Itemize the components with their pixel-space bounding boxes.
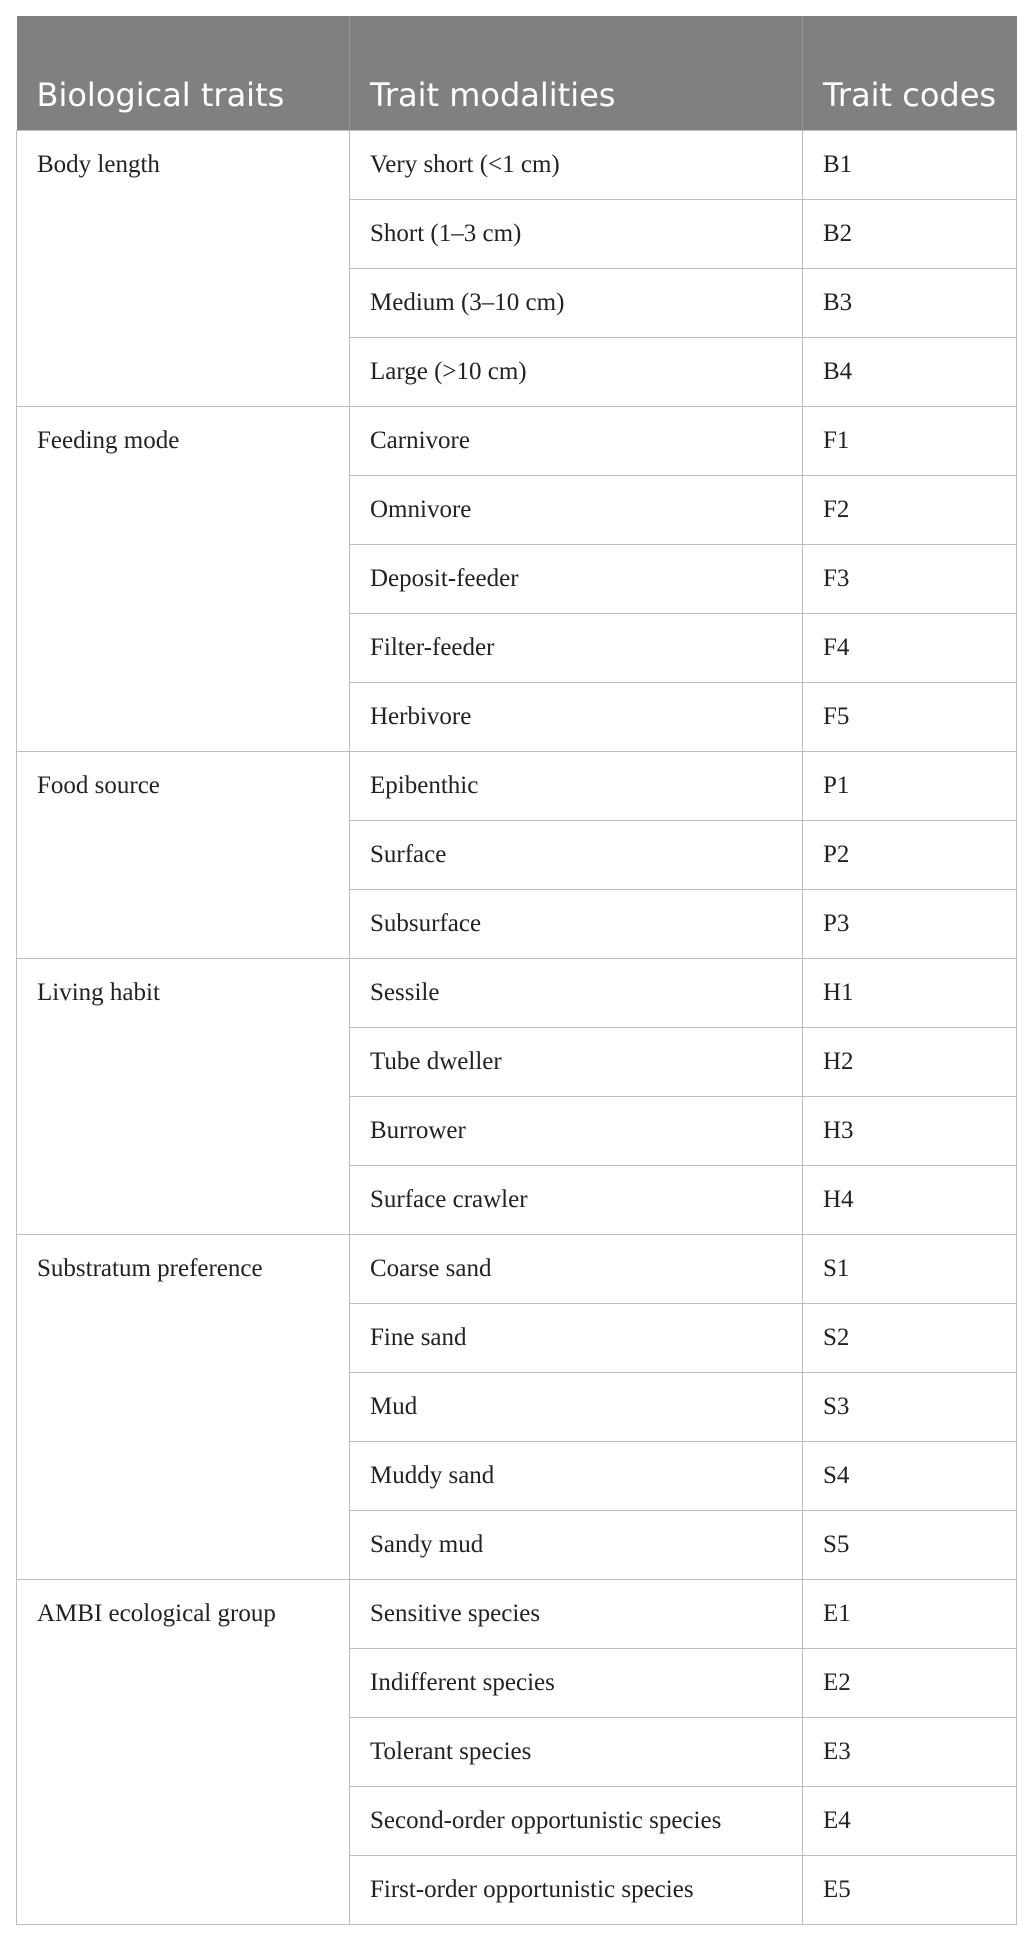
header-row (17, 16, 1017, 130)
table-row (17, 1579, 1017, 1648)
biological-traits-table (16, 16, 1017, 1925)
trait-modality-cell: Omnivore (350, 475, 803, 544)
trait-code-cell: B2 (803, 199, 1017, 268)
trait-code-cell: S5 (803, 1510, 1017, 1579)
trait-code-cell: S4 (803, 1441, 1017, 1510)
table-row (17, 958, 1017, 1027)
trait-code-cell: S2 (803, 1303, 1017, 1372)
trait-code-cell: E5 (803, 1855, 1017, 1924)
trait-modality-cell: Coarse sand (350, 1234, 803, 1303)
biological-trait-cell: AMBI ecological group (17, 1579, 350, 1924)
trait-modality-cell: Large (>10 cm) (350, 337, 803, 406)
trait-modality-cell: Epibenthic (350, 751, 803, 820)
trait-modality-cell: Sensitive species (350, 1579, 803, 1648)
table-row (17, 1234, 1017, 1303)
header-biological-traits: Biological traits (17, 16, 350, 130)
trait-code-cell: B1 (803, 130, 1017, 199)
table-row (17, 751, 1017, 820)
trait-code-cell: S1 (803, 1234, 1017, 1303)
biological-trait-cell: Feeding mode (17, 406, 350, 751)
trait-code-cell: H3 (803, 1096, 1017, 1165)
trait-code-cell: B4 (803, 337, 1017, 406)
trait-modality-cell: Burrower (350, 1096, 803, 1165)
trait-code-cell: B3 (803, 268, 1017, 337)
trait-code-cell: H4 (803, 1165, 1017, 1234)
trait-modality-cell: Tolerant species (350, 1717, 803, 1786)
trait-modality-cell: Sessile (350, 958, 803, 1027)
trait-modality-cell: Surface (350, 820, 803, 889)
biological-trait-cell: Substratum preference (17, 1234, 350, 1579)
trait-modality-cell: Deposit-feeder (350, 544, 803, 613)
trait-code-cell: H1 (803, 958, 1017, 1027)
header-trait-modalities: Trait modalities (350, 16, 803, 130)
trait-code-cell: S3 (803, 1372, 1017, 1441)
trait-code-cell: H2 (803, 1027, 1017, 1096)
trait-modality-cell: Herbivore (350, 682, 803, 751)
table-row (17, 406, 1017, 475)
biological-trait-cell: Living habit (17, 958, 350, 1234)
trait-code-cell: F4 (803, 613, 1017, 682)
biological-trait-cell: Body length (17, 130, 350, 406)
trait-code-cell: E3 (803, 1717, 1017, 1786)
table-header (17, 16, 1017, 130)
trait-code-cell: P3 (803, 889, 1017, 958)
trait-code-cell: E2 (803, 1648, 1017, 1717)
trait-code-cell: E1 (803, 1579, 1017, 1648)
trait-modality-cell: Short (1–3 cm) (350, 199, 803, 268)
trait-modality-cell: Second-order opportunistic species (350, 1786, 803, 1855)
trait-modality-cell: Surface crawler (350, 1165, 803, 1234)
trait-code-cell: F1 (803, 406, 1017, 475)
trait-modality-cell: Very short (<1 cm) (350, 130, 803, 199)
trait-code-cell: P1 (803, 751, 1017, 820)
trait-modality-cell: Fine sand (350, 1303, 803, 1372)
trait-modality-cell: Medium (3–10 cm) (350, 268, 803, 337)
trait-modality-cell: Sandy mud (350, 1510, 803, 1579)
trait-modality-cell: Subsurface (350, 889, 803, 958)
trait-modality-cell: Filter-feeder (350, 613, 803, 682)
trait-code-cell: E4 (803, 1786, 1017, 1855)
trait-code-cell: P2 (803, 820, 1017, 889)
biological-trait-cell: Food source (17, 751, 350, 958)
trait-code-cell: F5 (803, 682, 1017, 751)
trait-modality-cell: Indifferent species (350, 1648, 803, 1717)
trait-modality-cell: Muddy sand (350, 1441, 803, 1510)
trait-modality-cell: Carnivore (350, 406, 803, 475)
trait-modality-cell: First-order opportunistic species (350, 1855, 803, 1924)
traits-table-container (16, 16, 1016, 1925)
trait-code-cell: F3 (803, 544, 1017, 613)
header-trait-codes: Trait codes (803, 16, 1017, 130)
table-row (17, 130, 1017, 199)
trait-modality-cell: Tube dweller (350, 1027, 803, 1096)
trait-code-cell: F2 (803, 475, 1017, 544)
trait-modality-cell: Mud (350, 1372, 803, 1441)
table-body (17, 130, 1017, 1924)
